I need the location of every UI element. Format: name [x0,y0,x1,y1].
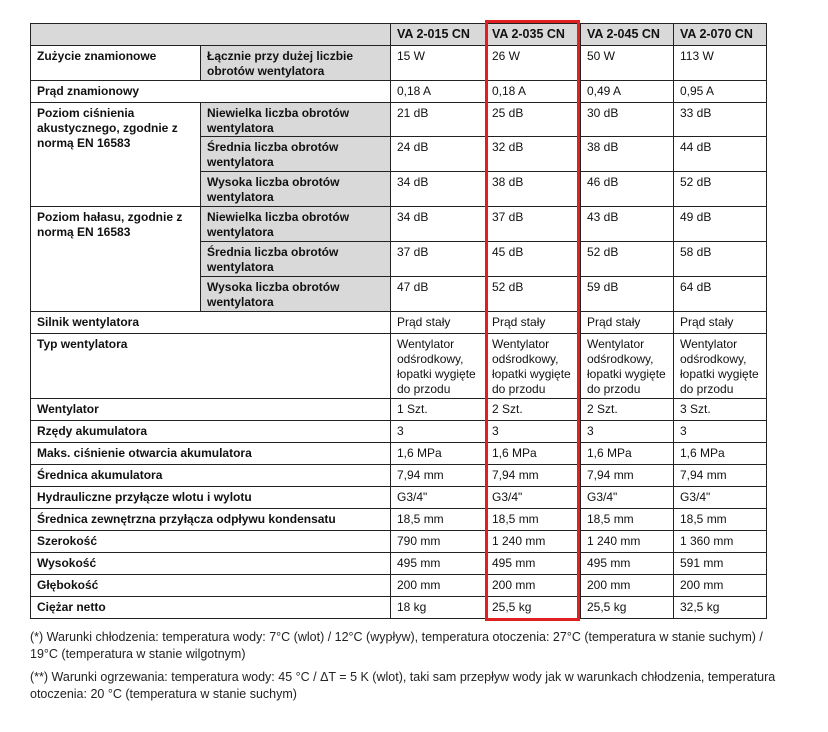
value-cell: 1,6 MPa [581,443,674,465]
value-cell: 18,5 mm [674,509,767,531]
row-sublabel: Niewielka liczba obrotów wentylatora [201,103,391,137]
value-cell: 0,18 A [391,81,486,103]
value-cell: 7,94 mm [391,465,486,487]
value-cell: 0,18 A [486,81,581,103]
table-row [31,443,767,465]
value-cell: 7,94 mm [486,465,581,487]
value-cell: 1,6 MPa [391,443,486,465]
row-label: Hydrauliczne przyłącze wlotu i wylotu [31,487,391,509]
value-cell: 1,6 MPa [486,443,581,465]
value-cell: 18 kg [391,597,486,619]
row-label: Silnik wentylatora [31,312,391,334]
row-sublabel: Wysoka liczba obrotów wentylatora [201,277,391,312]
row-label: Wentylator [31,399,391,421]
table-row [31,103,767,137]
value-cell: 3 [486,421,581,443]
model-header: VA 2-070 CN [674,24,767,46]
table-row [31,553,767,575]
value-cell: 38 dB [486,172,581,207]
value-cell: 200 mm [581,575,674,597]
row-sublabel: Niewielka liczba obrotów wentylatora [201,207,391,242]
value-cell: 47 dB [391,277,486,312]
value-cell: 37 dB [486,207,581,242]
row-label: Maks. ciśnienie otwarcia akumulatora [31,443,391,465]
value-cell: 1 Szt. [391,399,486,421]
value-cell: 34 dB [391,207,486,242]
value-cell: 32 dB [486,137,581,172]
row-label: Ciężar netto [31,597,391,619]
value-cell: 37 dB [391,242,486,277]
value-cell: 49 dB [674,207,767,242]
value-cell: Wentylator odśrodkowy, łopatki wygięte do przodu [581,334,674,399]
value-cell: 18,5 mm [486,509,581,531]
table-row [31,207,767,242]
value-cell: 45 dB [486,242,581,277]
row-label: Typ wentylatora [31,334,391,399]
value-cell: 3 [581,421,674,443]
value-cell: Prąd stały [391,312,486,334]
row-label: Zużycie znamionowe [31,46,201,81]
table-row [31,421,767,443]
value-cell: Prąd stały [581,312,674,334]
value-cell: Wentylator odśrodkowy, łopatki wygięte do przodu [486,334,581,399]
value-cell: 790 mm [391,531,486,553]
table-row [31,531,767,553]
value-cell: Prąd stały [486,312,581,334]
value-cell: 34 dB [391,172,486,207]
row-label: Prąd znamionowy [31,81,391,103]
value-cell: 1 360 mm [674,531,767,553]
value-cell: 64 dB [674,277,767,312]
row-label: Głębokość [31,575,391,597]
value-cell: 18,5 mm [581,509,674,531]
value-cell: 52 dB [674,172,767,207]
value-cell: 52 dB [581,242,674,277]
value-cell: 33 dB [674,103,767,137]
value-cell: G3/4" [581,487,674,509]
row-label: Średnica akumulatora [31,465,391,487]
value-cell: 25 dB [486,103,581,137]
table-row [31,312,767,334]
row-label: Wysokość [31,553,391,575]
table-row [31,509,767,531]
specification-table [30,23,767,619]
value-cell: 0,49 A [581,81,674,103]
value-cell: 25,5 kg [486,597,581,619]
value-cell: 495 mm [391,553,486,575]
value-cell: 2 Szt. [486,399,581,421]
value-cell: 3 [674,421,767,443]
value-cell: 43 dB [581,207,674,242]
value-cell: 3 Szt. [674,399,767,421]
table-row [31,81,767,103]
value-cell: 7,94 mm [674,465,767,487]
value-cell: 200 mm [674,575,767,597]
footnote-cooling: (*) Warunki chłodzenia: temperatura wody: 7°C (wlot) / 12°C (wypływ), temperatura otoczenia: 27°C (temperatura w stanie suchym) / 19°C (temperatura w stanie wilgotnym) [30,630,763,661]
value-cell: 46 dB [581,172,674,207]
model-header: VA 2-035 CN [486,24,581,46]
value-cell: 200 mm [391,575,486,597]
header-empty-cell [31,24,391,46]
model-header: VA 2-015 CN [391,24,486,46]
table-row [31,575,767,597]
row-label: Poziom hałasu, zgodnie z normą EN 16583 [31,207,201,312]
value-cell: Wentylator odśrodkowy, łopatki wygięte do przodu [391,334,486,399]
value-cell: 25,5 kg [581,597,674,619]
value-cell: 1 240 mm [581,531,674,553]
footnote-heating: (**) Warunki ogrzewania: temperatura wody: 45 °C / ΔT = 5 K (wlot), taki sam przepływ wody jak w warunkach chłodzenia, temperatura otoczenia: 20 °C (temperatura w stanie suchym) [30,670,776,701]
row-sublabel: Średnia liczba obrotów wentylatora [201,137,391,172]
value-cell: 58 dB [674,242,767,277]
row-label: Poziom ciśnienia akustycznego, zgodnie z normą EN 16583 [31,103,201,207]
value-cell: 30 dB [581,103,674,137]
value-cell: 7,94 mm [581,465,674,487]
row-sublabel: Łącznie przy dużej liczbie obrotów wentylatora [201,46,391,81]
table-row [31,399,767,421]
value-cell: 495 mm [486,553,581,575]
value-cell: 3 [391,421,486,443]
value-cell: 113 W [674,46,767,81]
table-row [31,465,767,487]
table-header-row [31,24,767,46]
value-cell: 1 240 mm [486,531,581,553]
value-cell: 1,6 MPa [674,443,767,465]
value-cell: 32,5 kg [674,597,767,619]
value-cell: 38 dB [581,137,674,172]
value-cell: G3/4" [486,487,581,509]
row-label: Rzędy akumulatora [31,421,391,443]
row-label: Średnica zewnętrzna przyłącza odpływu kondensatu [31,509,391,531]
value-cell: 52 dB [486,277,581,312]
value-cell: 495 mm [581,553,674,575]
value-cell: G3/4" [391,487,486,509]
table-row [31,487,767,509]
value-cell: 21 dB [391,103,486,137]
value-cell: 0,95 A [674,81,767,103]
row-label: Szerokość [31,531,391,553]
value-cell: Wentylator odśrodkowy, łopatki wygięte do przodu [674,334,767,399]
value-cell: G3/4" [674,487,767,509]
value-cell: 15 W [391,46,486,81]
table-row [31,334,767,399]
value-cell: 2 Szt. [581,399,674,421]
value-cell: Prąd stały [674,312,767,334]
value-cell: 200 mm [486,575,581,597]
model-header: VA 2-045 CN [581,24,674,46]
value-cell: 18,5 mm [391,509,486,531]
row-sublabel: Średnia liczba obrotów wentylatora [201,242,391,277]
value-cell: 44 dB [674,137,767,172]
value-cell: 50 W [581,46,674,81]
value-cell: 591 mm [674,553,767,575]
value-cell: 24 dB [391,137,486,172]
value-cell: 59 dB [581,277,674,312]
value-cell: 26 W [486,46,581,81]
table-row [31,597,767,619]
table-row [31,46,767,81]
row-sublabel: Wysoka liczba obrotów wentylatora [201,172,391,207]
